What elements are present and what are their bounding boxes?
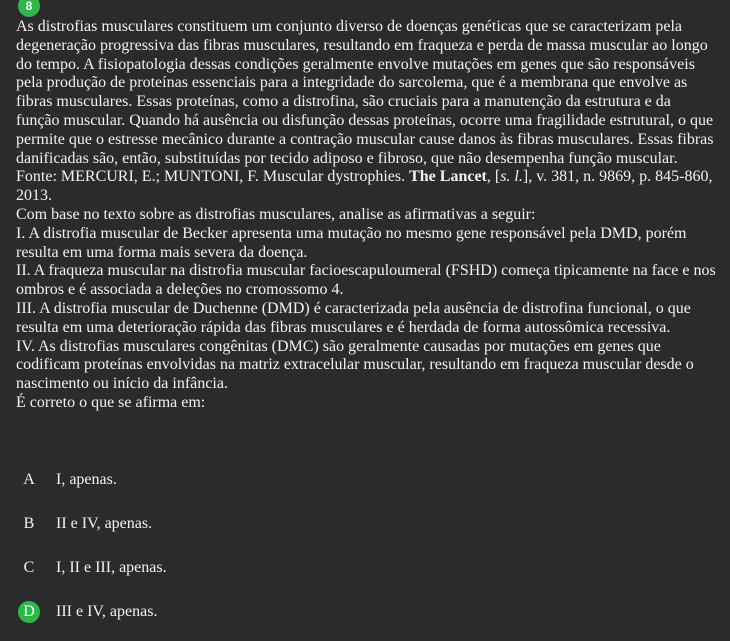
question-closing: É correto o que se afirma em: [16,393,206,411]
source-separator: , [ [486,168,501,186]
option-d[interactable] [16,597,716,641]
option-a-letter: A [23,471,35,488]
statement-4: IV. As distrofias musculares congênitas (DMC) são geralmente causadas por mutações em genes que codificam proteínas envolvidas na matriz extracelular muscular, resultando em fraqueza muscular desde o nascimento ou início da infância. [16,337,694,393]
option-b-text: II e IV, apenas. [56,515,153,532]
option-c-letter: C [23,559,35,576]
option-d-letter-selected: D [18,601,40,623]
statement-3: III. A distrofia muscular de Duchenne (DMD) é caracterizada pela ausência de distrofina funcional, o que resulta em uma deterioração rápida das fibras musculares e é herdada de forma autossômica recessiva. [16,299,691,336]
statement-1: I. A distrofia muscular de Becker apresenta uma mutação no mesmo gene responsável pela DMD, porém resulta em uma forma mais severa da doença. [16,224,687,261]
statement-2: II. A fraqueza muscular na distrofia muscular facioescapuloumeral (FSHD) começa tipicamente na face e nos ombros e é associada a deleções no cromossomo 4. [16,262,716,299]
source-prefix: Fonte: MERCURI, E.; MUNTONI, F. Muscular dystrophies. [16,168,410,186]
option-a-text: I, apenas. [56,471,117,488]
question-source [16,168,716,206]
option-c-text: I, II e III, apenas. [56,559,167,576]
question-intro: As distrofias musculares constituem um conjunto diverso de doenças genéticas que se caracterizam pela degeneração progressiva das fibras musculares, resultando em fraqueza e perda de massa muscular ao longo do tempo. A fisiopatologia dessas condições geralmente envolve mutações em genes que são responsáveis pela produção de proteínas essenciais para a integridade do sarcolema, que é a membrana que envolve as fibras musculares. Essas proteínas, como a distrofina, são cruciais para a manutenção da estrutura e da função muscular. Quando há ausência ou disfunção dessas proteínas, ocorre uma fragilidade estrutural, o que permite que o estresse mecânico durante a contração muscular cause danos às fibras musculares. Essas fibras danificadas são, então, substituídas por tecido adiposo e fibroso, que não desempenha função muscular. [16,18,714,167]
option-d-text: III e IV, apenas. [56,603,158,620]
source-place: s. l. [500,168,523,186]
source-journal: The Lancet [409,168,487,186]
option-b[interactable] [16,509,716,553]
answer-options [16,465,716,641]
option-c[interactable] [16,553,716,597]
option-a[interactable] [16,465,716,509]
question-body [16,18,716,413]
question-prompt: Com base no texto sobre as distrofias musculares, analise as afirmativas a seguir: [16,205,536,223]
source-suffix: ], v. 381, n. 9869, p. 845-860, 2013. [16,168,713,205]
option-b-letter: B [23,515,35,532]
question-number-badge: 8 [18,0,40,17]
